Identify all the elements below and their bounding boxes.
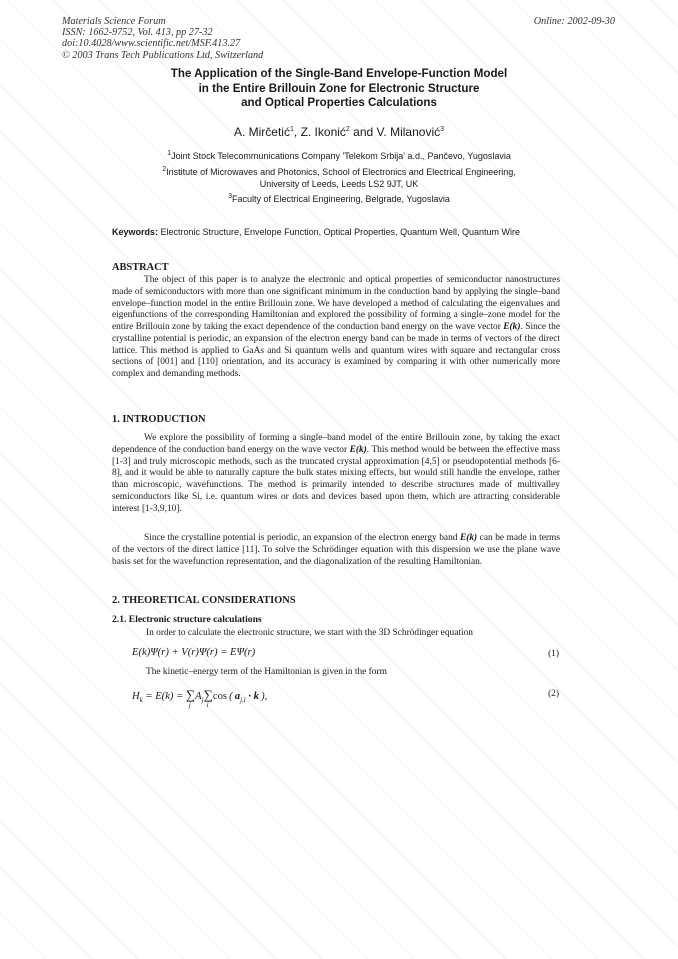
- author-separator: and: [349, 125, 377, 139]
- eq-symbol: = E(k) =: [142, 691, 186, 702]
- paper-title: [62, 67, 616, 111]
- author-3-affil-mark: 3: [440, 126, 445, 133]
- equation-number: (1): [548, 649, 559, 659]
- author-2: Z. Ikonić: [300, 125, 346, 139]
- sum-index: j: [188, 701, 191, 709]
- affiliation-text: Joint Stock Telecommunications Company 'Telekom Srbija' a.d., Pančevo, Yugoslavia: [171, 151, 511, 161]
- title-line-3: and Optical Properties Calculations: [241, 96, 437, 110]
- affiliation-text: Institute of Microwaves and Photonics, School of Electronics and Electrical Engineering,: [166, 167, 516, 177]
- affil-mark: 3: [228, 193, 232, 200]
- subsection-heading: 2.1. Electronic structure calculations: [112, 614, 262, 625]
- intro-text: Since the crystalline potential is periodic, an expansion of the electron energy band: [144, 533, 460, 543]
- online-date: Online: 2002-09-30: [533, 16, 615, 27]
- author-1: A. Mirčetić: [233, 125, 290, 139]
- affil-mark: 2: [162, 166, 167, 173]
- issn-line: ISSN: 1662-9752, Vol. 413, pp 27-32: [62, 27, 213, 39]
- abstract-ek: E(k): [503, 322, 521, 332]
- abstract-heading: ABSTRACT: [112, 262, 169, 273]
- intro-text: . This method would be between the effective mass [1-3] and truly microscopic methods, such as the truncated crystal approximation [4,5] or pseudopotential methods [6-8], and it would be able to naturally capture the bulk states mixing effects, but would still handle the envelope, rather than microscopic, wavefunctions. The method is primarily intended to describe structures made of multivalley semiconductors like Si, i.e. quantum wires or dots and devices based upon them, which are attracting considerable interest [1-3,9,10].: [112, 444, 560, 514]
- author-2-affil-mark: 2: [345, 126, 350, 133]
- keywords: [112, 227, 564, 239]
- copyright-line: © 2003 Trans Tech Publications Ltd, Switzerland: [62, 49, 264, 61]
- sum-index: i: [206, 701, 209, 709]
- eq-function: cos: [212, 691, 228, 702]
- sum-symbol: ∑: [185, 687, 196, 702]
- intro-ek: E(k): [459, 533, 478, 543]
- equation-2: $H_k = E(k)$ = ∑ j $A_j\sum$ i cos ( $a_{j,i} \cdot k$ ),: [132, 687, 268, 709]
- keywords-label: Keywords:: [112, 227, 159, 237]
- journal-header: [62, 16, 263, 61]
- affiliation-text: University of Leeds, Leeds LS2 9JT, UK: [259, 178, 419, 189]
- author-1-affil-mark: 1: [289, 126, 294, 133]
- doi-line[interactable]: doi:10.4028/www.scientific.net/MSF.413.27: [62, 38, 241, 50]
- intro-text: can be made in terms of the vectors of the direct lattice [11]. To solve the Schrödinger equation with this dispersion we use the plane wave basis set for the wavefunction representation, and the diagonalization of the resulting Hamiltonian.: [112, 533, 560, 567]
- author-3: V. Milanović: [376, 125, 441, 139]
- equation-number: (2): [548, 689, 559, 699]
- eq-subscript: k: [139, 696, 143, 705]
- author-separator: ,: [293, 125, 301, 139]
- equation-1: E(k)Ψ(r) + V(r)Ψ(r) = EΨ(r): [132, 647, 256, 658]
- title-line-1: The Application of the Single-Band Envelope-Function Model: [170, 67, 508, 80]
- intro-text: We explore the possibility of forming a single–band model of the entire Brillouin zone, by taking the exact dependence of the conduction band energy on the wave vector: [112, 433, 560, 455]
- eq-symbol: ,: [264, 691, 268, 702]
- journal-name: Materials Science Forum: [62, 16, 166, 27]
- theory-text: In order to calculate the electronic structure, we start with the 3D Schrödinger equation: [146, 628, 473, 638]
- theory-heading: 2. THEORETICAL CONSIDERATIONS: [112, 595, 296, 606]
- abstract-paragraph: [112, 275, 560, 381]
- affiliation-2: [62, 167, 616, 190]
- eq-symbol: · k: [245, 691, 259, 702]
- affiliation-text: Faculty of Electrical Engineering, Belgrade, Yugoslavia: [231, 194, 450, 204]
- intro-paragraph-2: [112, 533, 560, 568]
- keywords-text: Electronic Structure, Envelope Function, Optical Properties, Quantum Well, Quantum Wire: [158, 227, 521, 237]
- intro-paragraph-1: [112, 433, 560, 515]
- eq-subscript: j,i: [240, 696, 246, 705]
- eq-symbol: A: [195, 691, 202, 702]
- title-line-2: in the Entire Brillouin Zone for Electronic Structure: [198, 81, 480, 95]
- eq-symbol: H: [132, 691, 140, 702]
- abstract-text: The object of this paper is to analyze the electronic and optical properties of semiconductor nanostructures made of semiconductors with more than one significant minimum in the conduction band by applying the single–band envelope–function model in the entire Brillouin zone. We have developed a method of calculating the eigenvalues and eigenfunctions of the corresponding Hamiltonian and explored the possibility of forming a single–zone model for the entire Brillouin zone by taking the exact dependence of the conduction band energy on the wave vector: [112, 275, 560, 332]
- theory-text: The kinetic–energy term of the Hamiltonian is given in the form: [146, 667, 387, 677]
- sum-symbol: ∑: [203, 687, 213, 702]
- affiliation-1: [62, 151, 616, 163]
- affil-mark: 1: [167, 150, 172, 157]
- introduction-heading: 1. INTRODUCTION: [112, 414, 206, 425]
- eq-subscript: j: [201, 696, 204, 705]
- eq-symbol: a: [234, 691, 241, 702]
- abstract-text: . Since the crystalline potential is periodic, an expansion of the electron energy band can be made in terms of vectors of the direct lattice. This method is applied to GaAs and Si quantum wells and quantum wires with square and rectangular cross sections of [001] and [110] orientation, and its accuracy is examined by comparing it with other numerically more complex and demanding methods.: [112, 322, 560, 379]
- intro-ek: E(k): [349, 444, 367, 455]
- affiliation-3: [62, 194, 616, 206]
- author-list: [62, 125, 616, 139]
